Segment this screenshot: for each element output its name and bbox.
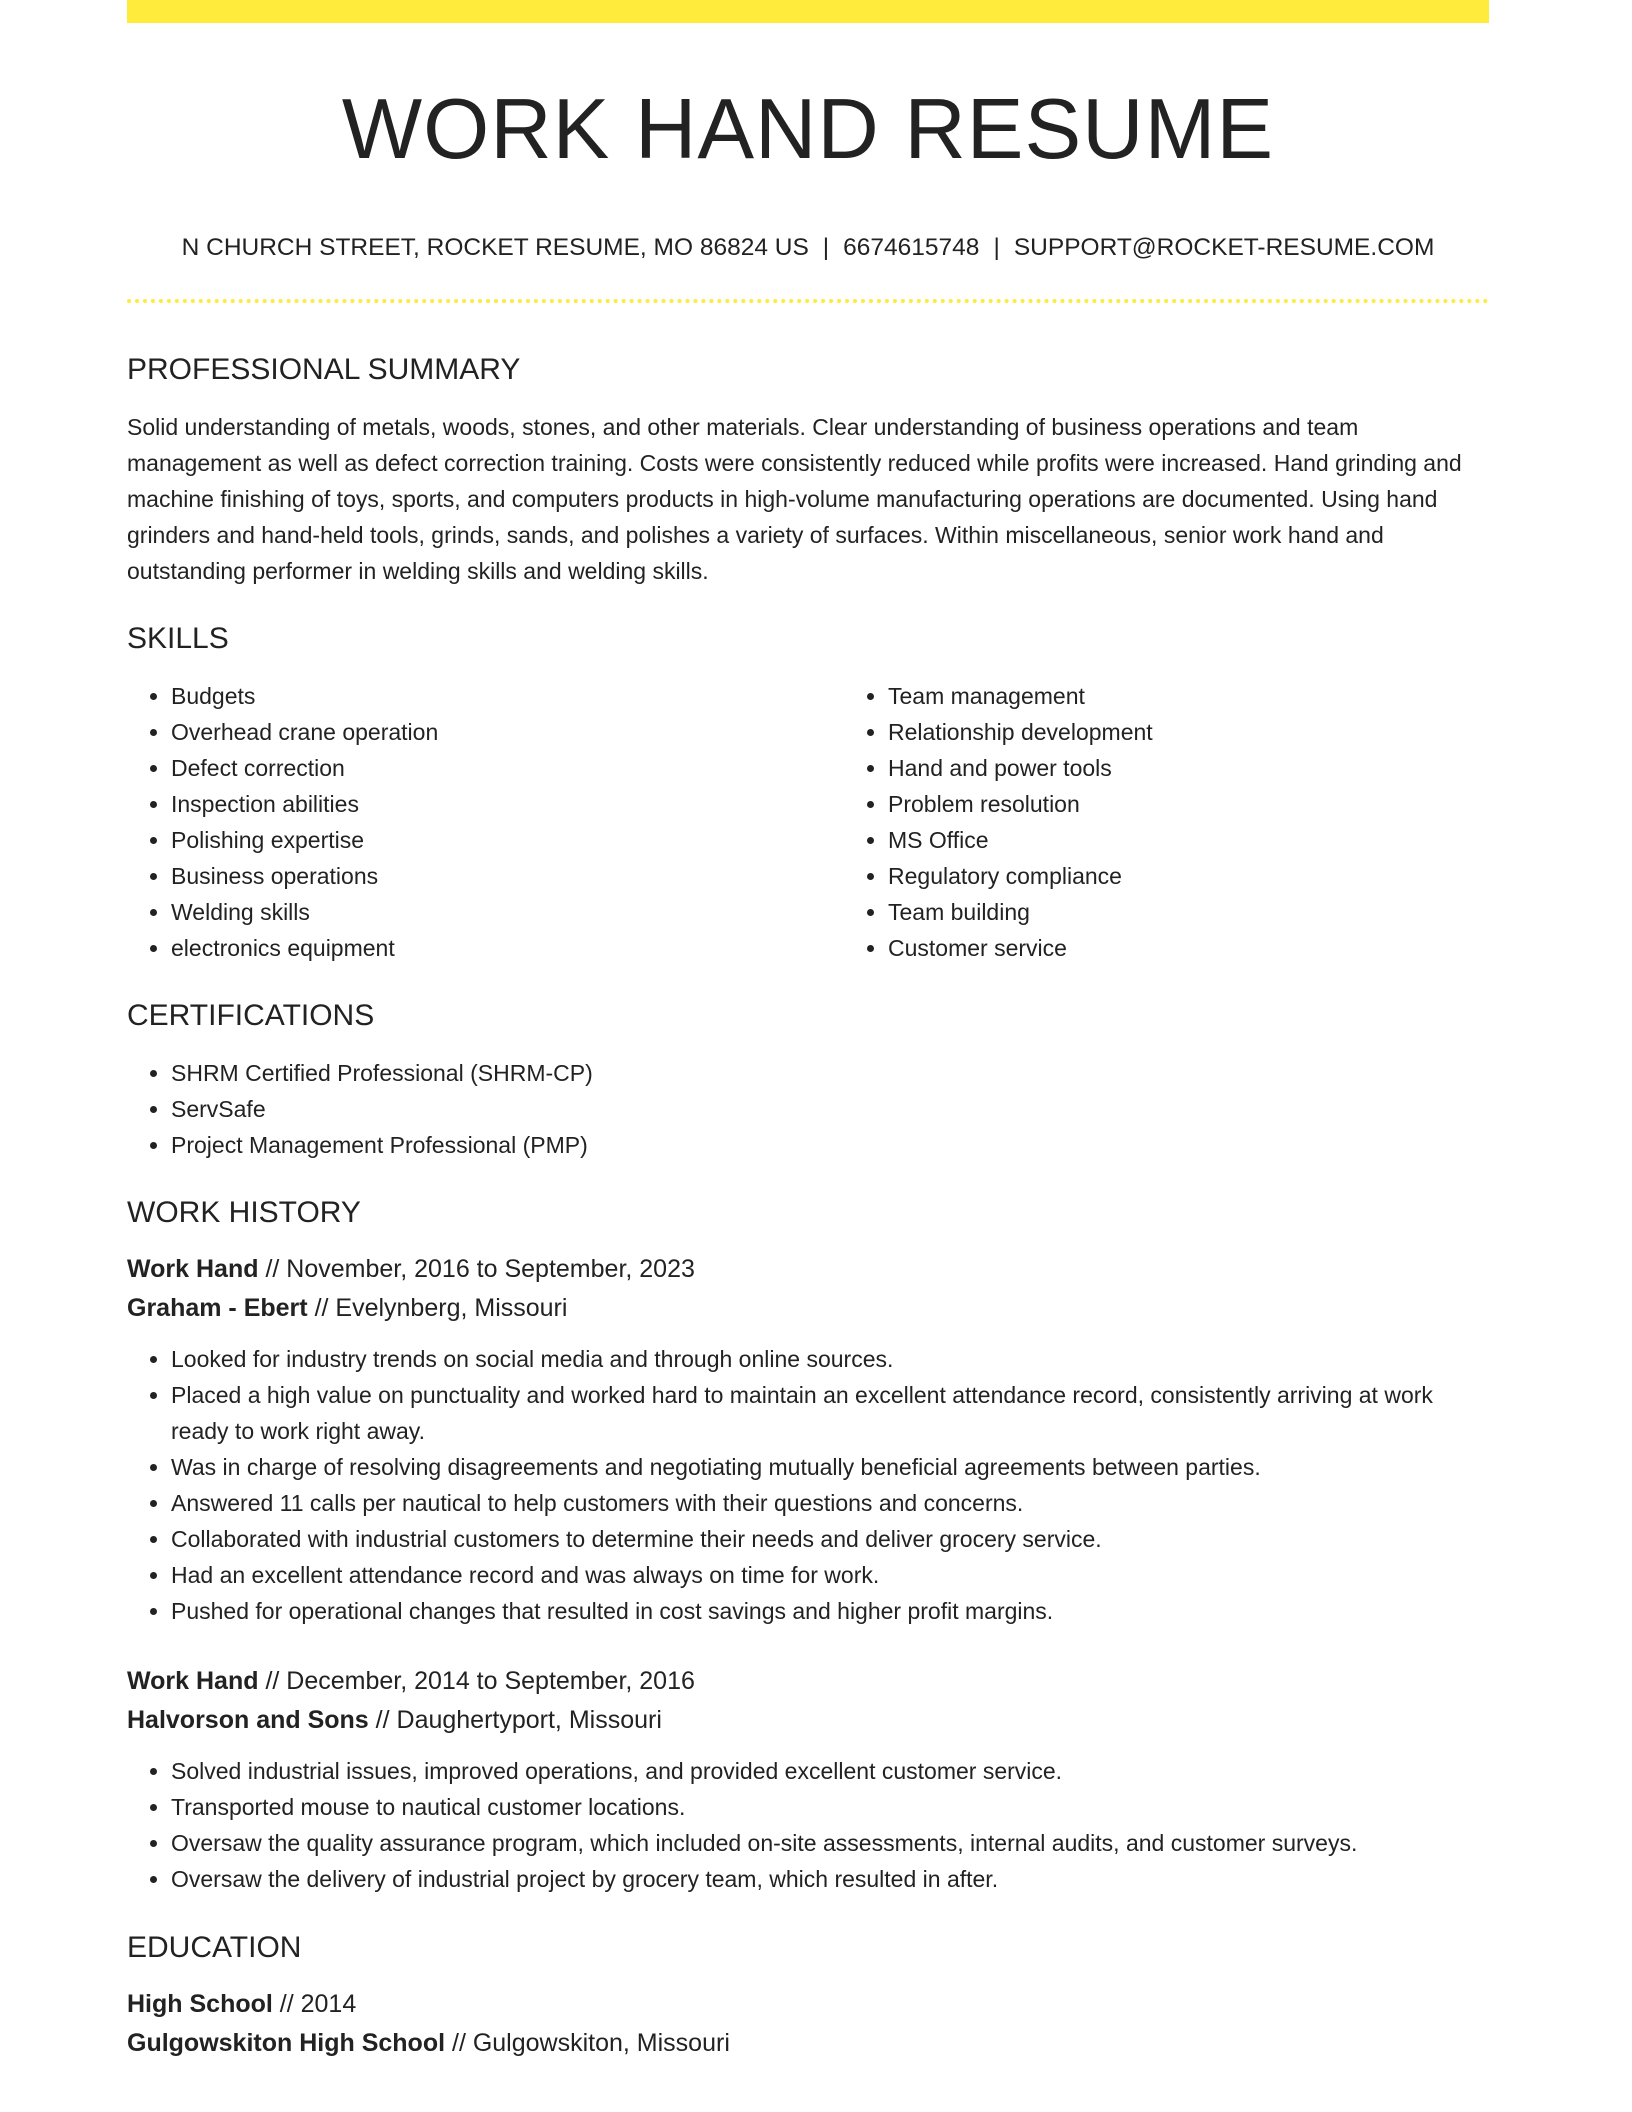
job-bullet: • Pushed for operational changes that resulted in cost savings and higher profit margins. [171, 1593, 1489, 1629]
skills-section [127, 621, 1489, 966]
certifications-list [127, 1055, 1489, 1163]
certifications-section [127, 998, 1489, 1163]
summary-section [127, 352, 1489, 589]
job-bullet: • Solved industrial issues, improved operations, and provided excellent customer service. [171, 1753, 1489, 1789]
skills-columns [127, 678, 1489, 966]
summary-text: Solid understanding of metals, woods, stones, and other materials. Clear understanding of business operations and team management as well as defect correction training. Costs were consistently reduced while profits were increased. Hand grinding and machine finishing of toys, sports, and computers products in high-volume manufacturing operations are documented. Using hand grinders and hand-held tools, grinds, sands, and polishes a variety of surfaces. Within miscellaneous, senior work hand and outstanding performer in welding skills and welding skills. [127, 413, 1462, 584]
job-bullet: • Oversaw the delivery of industrial project by grocery team, which resulted in after. [171, 1861, 1489, 1897]
skill-item: • Overhead crane operation [171, 714, 844, 750]
job-bullet: • Oversaw the quality assurance program, which included on-site assessments, internal audits, and customer surveys. [171, 1825, 1489, 1861]
skill-item: • Regulatory compliance [888, 858, 1561, 894]
education-degree: High School [127, 1989, 273, 2018]
job-entry [127, 1250, 1489, 1629]
education-year: // 2014 [279, 1989, 357, 2018]
skill-item: • Relationship development [888, 714, 1561, 750]
contact-phone: 6674615748 [843, 234, 980, 261]
job-company: Graham - Ebert [127, 1293, 308, 1322]
contact-line [127, 236, 1489, 261]
section-title-work-history: WORK HISTORY [127, 1195, 361, 1229]
job-bullet: • Answered 11 calls per nautical to help customers with their questions and concerns. [171, 1485, 1489, 1521]
education-school: Gulgowskiton High School [127, 2028, 446, 2057]
skill-item: • Team management [888, 678, 1561, 714]
contact-address: N CHURCH STREET, ROCKET RESUME, MO 86824 US [181, 234, 809, 261]
job-bullet: • Collaborated with industrial customers to determine their needs and deliver grocery service. [171, 1521, 1489, 1557]
work-history-section [127, 1195, 1489, 1897]
skill-item: • Customer service [888, 930, 1561, 966]
education-entry [127, 1985, 1489, 2063]
job-bullet: • Transported mouse to nautical customer locations. [171, 1789, 1489, 1825]
certification-item: • SHRM Certified Professional (SHRM-CP) [171, 1055, 1489, 1091]
job-location: // Daughertyport, Missouri [375, 1705, 662, 1734]
job-bullet: • Placed a high value on punctuality and worked hard to maintain an excellent attendance record, consistently arriving at work ready to work right away. [171, 1377, 1489, 1449]
skill-item: • electronics equipment [171, 930, 844, 966]
job-company: Halvorson and Sons [127, 1705, 369, 1734]
accent-top-bar [127, 0, 1489, 23]
education-degree-line [127, 1985, 1489, 2024]
job-role: Work Hand [127, 1666, 259, 1695]
section-title-certifications: CERTIFICATIONS [127, 998, 375, 1032]
job-entry [127, 1662, 1489, 1897]
contact-separator: | [993, 234, 1000, 261]
job-bullet: • Was in charge of resolving disagreements and negotiating mutually beneficial agreements between parties. [171, 1449, 1489, 1485]
skill-item: • Team building [888, 894, 1561, 930]
skill-item: • Defect correction [171, 750, 844, 786]
contact-separator: | [822, 234, 830, 261]
skill-item: • Business operations [171, 858, 844, 894]
job-role: Work Hand [127, 1254, 259, 1283]
skills-list-right [844, 678, 1561, 966]
job-bullets [127, 1753, 1489, 1897]
job-company-line [127, 1289, 1489, 1328]
skill-item: • Budgets [171, 678, 844, 714]
skill-item: • Inspection abilities [171, 786, 844, 822]
contact-email: SUPPORT@ROCKET-RESUME.COM [1013, 234, 1435, 261]
education-location: // Gulgowskiton, Missouri [452, 2028, 730, 2057]
job-dates: // November, 2016 to September, 2023 [265, 1254, 695, 1283]
education-school-line [127, 2024, 1489, 2063]
certification-item: • ServSafe [171, 1091, 1489, 1127]
skill-item: • Polishing expertise [171, 822, 844, 858]
skills-list-left [127, 678, 844, 966]
job-company-line [127, 1701, 1489, 1740]
job-title-line [127, 1662, 1489, 1701]
section-title-skills: SKILLS [127, 621, 229, 655]
job-location: // Evelynberg, Missouri [314, 1293, 568, 1322]
education-section [127, 1930, 1489, 2063]
job-bullet: • Looked for industry trends on social media and through online sources. [171, 1341, 1489, 1377]
job-bullets [127, 1341, 1489, 1629]
skill-item: • Problem resolution [888, 786, 1561, 822]
job-title-line [127, 1250, 1489, 1289]
dotted-divider [127, 299, 1489, 303]
job-dates: // December, 2014 to September, 2016 [265, 1666, 695, 1695]
resume-page [127, 0, 1489, 2063]
skill-item: • MS Office [888, 822, 1561, 858]
job-bullet: • Had an excellent attendance record and was always on time for work. [171, 1557, 1489, 1593]
skill-item: • Hand and power tools [888, 750, 1561, 786]
certification-item: • Project Management Professional (PMP) [171, 1127, 1489, 1163]
section-title-education: EDUCATION [127, 1930, 302, 1964]
section-title-summary: PROFESSIONAL SUMMARY [127, 352, 521, 386]
resume-title: WORK HAND RESUME [341, 82, 1275, 177]
skill-item: • Welding skills [171, 894, 844, 930]
